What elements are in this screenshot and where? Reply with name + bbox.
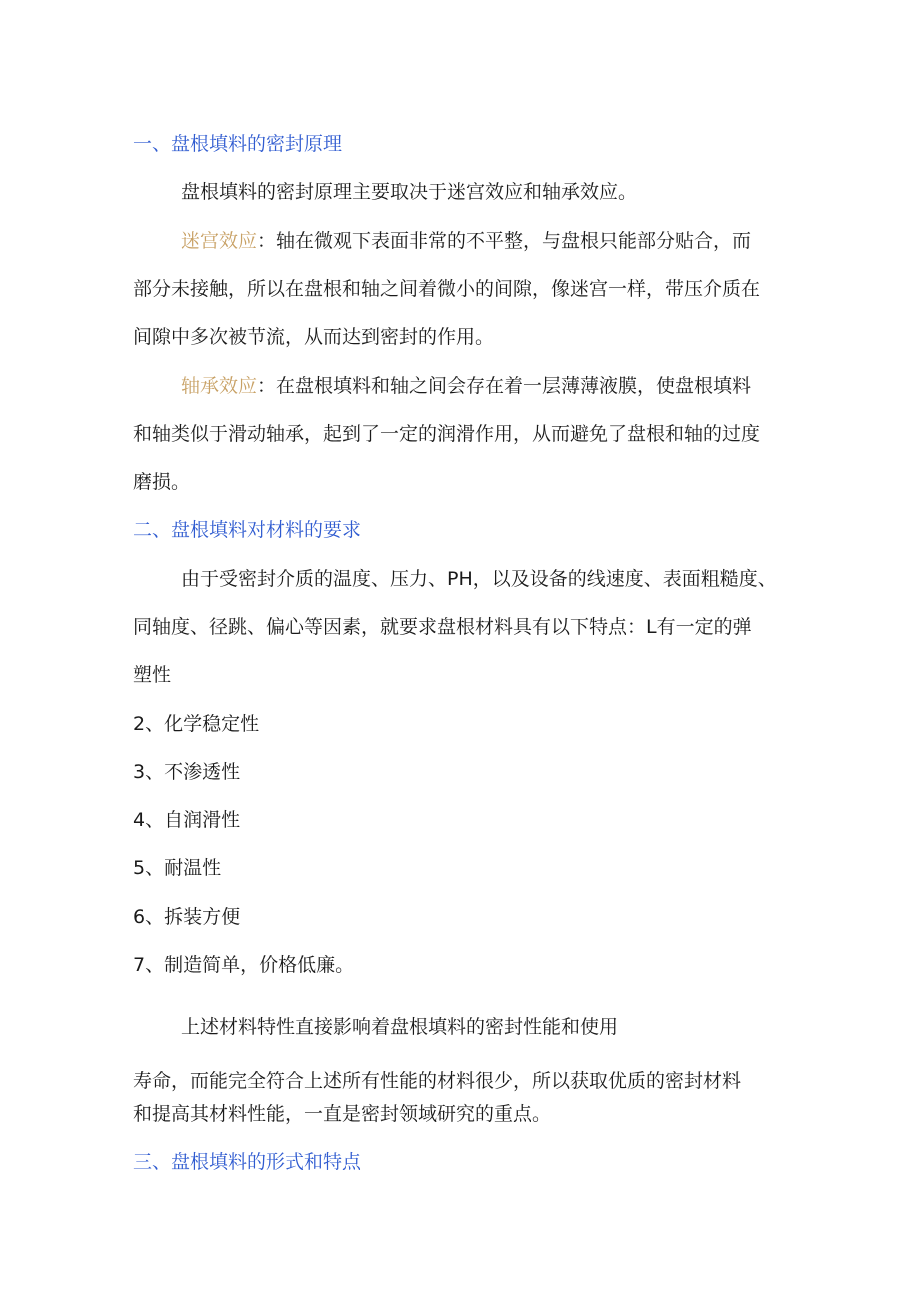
closing-line-2: 寿命，而能完全符合上述所有性能的材料很少，所以获取优质的密封材料: [133, 1070, 742, 1092]
list-item: 4、自润滑性: [133, 809, 241, 831]
list-item: 2、化学稳定性: [133, 713, 260, 735]
bearing-effect-term: 轴承效应: [181, 375, 258, 397]
requirements-line-2: 同轴度、径跳、偏心等因素，就要求盘根材料具有以下特点：L有一定的弹: [133, 616, 752, 638]
bearing-effect-text: ：在盘根填料和轴之间会存在着一层薄薄液膜，使盘根填料: [257, 375, 752, 397]
requirements-line-3: 塑性: [133, 664, 172, 686]
bearing-effect-line-2: 和轴类似于滑动轴承，起到了一定的润滑作用，从而避免了盘根和轴的过度: [133, 423, 761, 445]
list-item: 3、不渗透性: [133, 761, 241, 783]
closing-line-1: 上述材料特性直接影响着盘根填料的密封性能和使用: [181, 1016, 619, 1038]
section-2-heading: 二、盘根填料对材料的要求: [133, 519, 362, 541]
maze-effect-line-3: 间隙中多次被节流，从而达到密封的作用。: [133, 326, 495, 348]
section-1-heading: 一、盘根填料的密封原理: [133, 133, 343, 155]
maze-effect-term: 迷宫效应: [181, 230, 258, 252]
section-1-intro: 盘根填料的密封原理主要取决于迷宫效应和轴承效应。: [181, 181, 638, 203]
bearing-effect-line-1: [181, 373, 751, 399]
section-3-heading: 三、盘根填料的形式和特点: [133, 1151, 362, 1173]
closing-line-3: 和提高其材料性能，一直是密封领域研究的重点。: [133, 1103, 552, 1125]
maze-effect-line-2: 部分未接触，所以在盘根和轴之间着微小的间隙，像迷宫一样，带压介质在: [133, 278, 761, 300]
list-item: 7、制造简单，价格低廉。: [133, 954, 355, 976]
maze-effect-line-1: [181, 228, 751, 254]
maze-effect-text: ：轴在微观下表面非常的不平整，与盘根只能部分贴合，而: [257, 230, 752, 252]
requirements-line-1: 由于受密封介质的温度、压力、PH，以及设备的线速度、表面粗糙度、: [181, 568, 777, 590]
list-item: 6、拆装方便: [133, 906, 241, 928]
bearing-effect-line-3: 磨损。: [133, 471, 191, 493]
list-item: 5、耐温性: [133, 857, 222, 879]
